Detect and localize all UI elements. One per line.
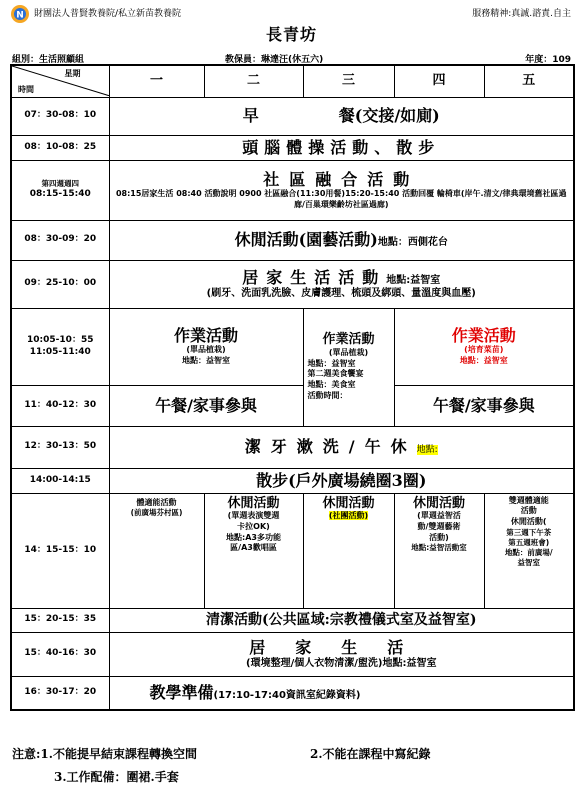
time-cell: 08：30-09：20 (11, 220, 109, 260)
activity-time-label: 活動時間： (307, 390, 348, 400)
activity-cell (109, 676, 574, 710)
org-name: 財團法人普賢教養院/私立新苗教養院 (34, 9, 182, 19)
time-group-a (12, 309, 109, 385)
activity-cell: 午餐/家事參與 (394, 385, 574, 426)
activity-sub: 第五週班會) (508, 538, 550, 548)
time-cell: 08：10-08：25 (11, 135, 109, 160)
location-text: 第二週美食饗宴 (307, 369, 364, 379)
note-3: 3.工作配備：圍裙.手套 (54, 770, 179, 784)
schedule-row (11, 426, 574, 468)
activity-sub: 活動) (429, 532, 449, 542)
activity-title: 作業活動 (451, 326, 516, 346)
activity-detail: (17:10-17:40資訊室紀錄資料) (213, 690, 361, 701)
weekday-mon: 一 (109, 65, 204, 97)
activity-title: 潔牙漱洗/午休 (244, 437, 417, 457)
schedule-row (11, 308, 574, 385)
activity-detail: 08:15居家生活 08:40 活動說明 0900 社區融合(11:30用餐)15:20-15:40 活動回覆 輪椅車(岸午.清文/律典環境舊社區過廊/百巢環樂齡坊社區過廊) (115, 188, 567, 209)
activity-title: 居家生活 (249, 637, 434, 657)
location-text: 地點：西側花台 (377, 237, 448, 249)
caregiver-label: 教保員：琳達汪(休五六) (225, 55, 324, 65)
time-cell: 15：40-16：30 (11, 632, 109, 676)
location-text: 地點：益智室 (307, 358, 356, 368)
schedule-row (11, 220, 574, 260)
time-cell: 09：25-10：00 (11, 260, 109, 308)
location-text: 地點：益智室 (182, 356, 230, 366)
activity-sub: (單品植栽) (186, 345, 226, 355)
activity-cell (303, 493, 394, 608)
activity-cell: 清潔活動(公共區域:宗教禮儀式室及益智室) (109, 608, 574, 632)
activity-sub: (培育菜苗) (464, 345, 504, 355)
activity-cell (109, 493, 204, 608)
year-label: 年度：109 (525, 55, 571, 65)
activity-title: 教學準備 (149, 683, 214, 702)
schedule-row (11, 468, 574, 493)
schedule-row (11, 632, 574, 676)
time-axis-label: 時間 (18, 85, 34, 95)
time-cell: 14：15-15：10 (11, 493, 109, 608)
time-cell: 12：30-13：50 (11, 426, 109, 468)
weekday-tue: 二 (204, 65, 303, 97)
activity-cell (109, 426, 574, 468)
schedule-row (11, 676, 574, 710)
activity-sub: (單品植栽) (328, 347, 369, 357)
activity-cell (109, 160, 574, 220)
location-text: 益智室 (517, 558, 540, 568)
activity-cell (109, 135, 574, 160)
activity-sub: 第三週下午茶 (506, 527, 552, 537)
activity-sub: (單週益智活 (417, 511, 461, 521)
schedule-row (11, 135, 574, 160)
activity-cell: 早 餐(交接/如廁) (109, 97, 574, 135)
time-cell: 15：20-15：35 (11, 608, 109, 632)
schedule-row (11, 160, 574, 220)
activity-title: 休閒活動 (227, 495, 280, 511)
time-cell: 14:00-14:15 (11, 468, 109, 493)
time-cell (11, 160, 109, 220)
schedule-row (11, 97, 574, 135)
group-label: 組別：生活照顧組 (12, 55, 85, 65)
activity-cell (109, 308, 303, 385)
time-text: 10:05-10：55 (27, 335, 94, 346)
time-text: 11:05-11:40 (29, 346, 91, 357)
location-text: 地點：益智室 (459, 356, 508, 366)
activity-sub: (前廣場芬村區) (130, 508, 183, 518)
time-note: 第四週週四 (41, 179, 79, 189)
activity-cell (303, 308, 394, 426)
schedule-row (11, 608, 574, 632)
activity-title: 社區融合活動 (263, 169, 420, 189)
activity-sub: 卡拉OK) (237, 521, 270, 531)
weekday-fri: 五 (484, 65, 574, 97)
activity-cell (394, 493, 484, 608)
activity-cell: 散步(戶外廣場繞圈3圈) (109, 468, 574, 493)
weekday-thu: 四 (394, 65, 484, 97)
activity-title: 休閒活動 (322, 495, 375, 511)
schedule-table (10, 64, 575, 711)
activity-title: 作業活動 (173, 326, 238, 346)
time-text: 11：40-12：30 (12, 385, 109, 426)
activity-title: 雙週體適能 (508, 495, 549, 505)
location-text: 地點：美食室 (307, 380, 356, 390)
activity-sub: 活動 (520, 506, 537, 516)
location-text: 地點: (416, 445, 438, 456)
page-header (0, 2, 583, 22)
activity-detail: (刷牙、洗面乳洗臉、皮膚護理、梳頭及綁頭、量溫度與血壓) (206, 288, 476, 299)
activity-title: 休閒活動 (412, 495, 465, 511)
activity-cell: 午餐/家事參與 (109, 385, 303, 426)
schedule-row (11, 493, 574, 608)
activity-cell (109, 260, 574, 308)
time-cell: 16：30-17：20 (11, 676, 109, 710)
activity-sub: (單週表演雙週 (227, 511, 280, 521)
activity-cell (109, 220, 574, 260)
weekday-wed: 三 (303, 65, 394, 97)
location-text: 地點:益智室 (386, 274, 441, 286)
time-cell: 07：30-08：10 (11, 97, 109, 135)
activity-sub: (社團活動) (328, 511, 369, 521)
corner-cell (11, 65, 109, 97)
time-cell (11, 308, 109, 426)
activity-sub: 休閒活動( (510, 517, 547, 527)
location-text: 地點:益智活動室 (411, 543, 467, 553)
activity-title: 作業活動 (322, 332, 375, 348)
activity-title: 休閒活動(園藝活動) (234, 230, 378, 250)
page-title: 長青坊 (265, 25, 317, 44)
svg-text:N: N (16, 10, 24, 21)
weekday-axis-label: 星期 (64, 69, 81, 79)
service-motto: 服務精神:真誠.諮責.自主 (472, 9, 571, 19)
location-text: 地點:A3多功能 (226, 532, 281, 542)
activity-cell (484, 493, 574, 608)
schedule-row (11, 260, 574, 308)
note-1: 注意:1.不能提早結束課程轉換空間 (12, 747, 197, 761)
location-text: 地點：前廣場/ (504, 548, 553, 558)
weekday-header-row (11, 65, 574, 97)
org-logo-icon (10, 4, 30, 24)
activity-cell (109, 632, 574, 676)
activity-cell (204, 493, 303, 608)
activity-sub: 動/雙週藝術 (417, 521, 461, 531)
location-text: 區/A3歡唱區 (230, 543, 277, 553)
note-2: 2.不能在課程中寫紀錄 (310, 747, 431, 761)
activity-text: 頭腦體操活動、散步 (242, 137, 441, 157)
activity-title: 居家生活活動 (242, 267, 387, 287)
activity-cell (394, 308, 574, 385)
activity-detail: (環境整理/個人衣物清潔/盥洗)地點:益智室 (246, 657, 437, 669)
time-text: 08:15-15:40 (29, 189, 91, 200)
activity-title: 體適能活動 (136, 497, 177, 507)
